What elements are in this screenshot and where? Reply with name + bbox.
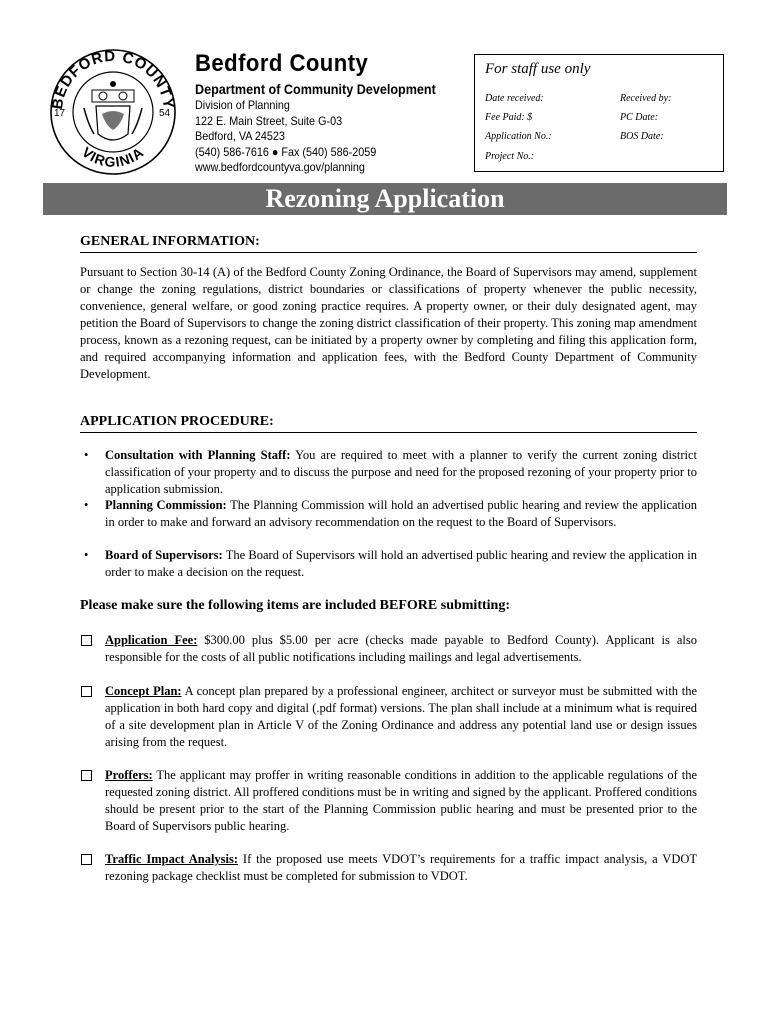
checkbox[interactable] — [81, 635, 92, 646]
website-link[interactable]: www.bedfordcountyva.gov/planning — [195, 160, 365, 174]
department-name: Department of Community Development — [195, 81, 436, 97]
procedure-item — [80, 497, 697, 531]
application-procedure-heading: APPLICATION PROCEDURE: — [80, 413, 697, 433]
procedure-item-label: Board of Supervisors: — [105, 548, 223, 562]
checklist-item-label: Concept Plan: — [105, 684, 182, 698]
checklist-item-text: The applicant may proffer in writing reasonable conditions in addition to the applicable regulations of the requested zoning district. All proffered conditions must be in writing and signed by the applicant. Proffered conditions should be present prior to the start of the Planning Commission public hearing and must be presented prior to the Board of Supervisors public hearing. — [105, 768, 697, 833]
address-line-2: Bedford, VA 24523 — [195, 129, 285, 143]
svg-text:17: 17 — [54, 108, 66, 119]
checklist-item-text: A concept plan prepared by a professional engineer, architect or surveyor must be submitted with the application in both hard copy and digital (.pdf format) versions. The plan shall include at a minimum what is required of a site development plan in Article V of the Zoning Ordinance and address any potential land use or design issues arising from the request. — [105, 684, 697, 749]
general-information-heading: GENERAL INFORMATION: — [80, 233, 697, 253]
checklist-item — [80, 851, 697, 885]
division-name: Division of Planning — [195, 98, 290, 112]
svg-text:54: 54 — [159, 108, 171, 119]
checklist-item-label: Traffic Impact Analysis: — [105, 852, 239, 866]
project-no-field: Project No.: — [485, 151, 535, 162]
procedure-item — [80, 547, 697, 581]
procedure-item-text: The Board of Supervisors will hold an advertised public hearing and review the application in order to make a decision on the request. — [105, 548, 697, 579]
page-title: Rezoning Application — [43, 183, 727, 215]
staff-box-title: For staff use only — [485, 61, 591, 77]
svg-text:BEDFORD COUNTY: BEDFORD COUNTY — [48, 47, 178, 111]
checklist-item-label: Proffers: — [105, 768, 153, 782]
bullet-icon: • — [84, 548, 89, 562]
checkbox[interactable] — [81, 686, 92, 697]
procedure-item — [80, 447, 697, 498]
bullet-icon: • — [84, 498, 89, 512]
staff-use-box — [474, 54, 724, 172]
checklist-heading: Please make sure the following items are included BEFORE submitting: — [80, 598, 510, 613]
county-seal-logo — [48, 40, 178, 180]
fee-paid-field: Fee Paid: $ — [485, 112, 533, 123]
procedure-item-label: Consultation with Planning Staff: — [105, 448, 291, 462]
header — [195, 50, 455, 176]
procedure-item-text: The Planning Commission will hold an advertised public hearing and review the application in order to make and forward an advisory recommendation on the request to the Board of Supervisors. — [105, 498, 697, 529]
address-line-1: 122 E. Main Street, Suite G-03 — [195, 113, 343, 128]
date-received-field: Date received: — [485, 93, 544, 104]
checkbox[interactable] — [81, 770, 92, 781]
checklist-item — [80, 767, 697, 835]
checklist-item-text: If the proposed use meets VDOT’s requirements for a traffic impact analysis, a VDOT rezoning package checklist must be completed for submission to VDOT. — [105, 852, 698, 883]
checkbox[interactable] — [81, 854, 92, 865]
procedure-item-text: You are required to meet with a planner to verify the current zoning district classification of your property and to discuss the purpose and need for the proposed rezoning of your property prior to application submission. — [105, 448, 697, 496]
general-information-text: Pursuant to Section 30-14 (A) of the Bedford County Zoning Ordinance, the Board of Supervisors may amend, supplement or change the zoning regulations, district boundaries or classifications of property whenever the public necessity, convenience, general welfare, or good zoning practice requires. A property owner, or their duly designated agent, may petition the Board of Supervisors to change the zoning district classification of their property. This zoning map amendment process, known as a rezoning request, can be initiated by a property owner by completing and filing this application form, and required accompanying information and application fees, with the Bedford County Department of Community Development. — [80, 265, 697, 381]
bos-date-field: BOS Date: — [620, 131, 664, 142]
received-by-field: Received by: — [620, 93, 672, 104]
checklist-item-text: $300.00 plus $5.00 per acre (checks made payable to Bedford County). Applicant is also responsible for the costs of all public notifications including mailings and legal advertisements. — [105, 633, 697, 664]
county-name: Bedford County — [195, 50, 369, 77]
application-no-field: Application No.: — [485, 131, 552, 142]
checklist-item — [80, 632, 697, 666]
checklist-item — [80, 683, 697, 751]
procedure-item-label: Planning Commission: — [105, 498, 227, 512]
bullet-icon: • — [84, 448, 89, 462]
svg-text:VIRGINIA: VIRGINIA — [79, 143, 147, 170]
phone-fax: (540) 586-7616 ● Fax (540) 586-2059 — [195, 144, 377, 159]
pc-date-field: PC Date: — [620, 112, 659, 123]
checklist-item-label: Application Fee: — [105, 633, 198, 647]
